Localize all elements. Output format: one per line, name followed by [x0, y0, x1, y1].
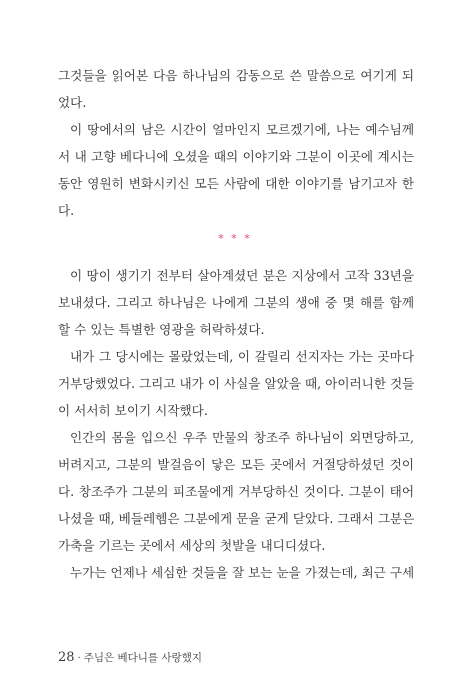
text-line: 다. [58, 203, 75, 218]
running-title: 주님은 베다니를 사랑했지 [83, 652, 202, 664]
text-line: 버려지고, 그분의 발걸음이 닿은 모든 곳에서 거절당하셨던 것이 [58, 457, 414, 472]
text-line: 누가는 언제나 세심한 것들을 잘 보는 눈을 가졌는데, 최근 구세 [70, 565, 414, 580]
page-footer [58, 646, 202, 665]
page-number: 28 [58, 650, 75, 665]
text-line: 었다. [58, 95, 87, 110]
text-line: 가축을 기르는 곳에서 세상의 첫발을 내디디셨다. [58, 538, 326, 553]
text-line: 이 서서히 보이기 시작했다. [58, 403, 208, 418]
text-line: 다. 창조주가 그분의 피조물에게 거부당하신 것이다. 그분이 태어 [58, 484, 414, 499]
text-line: 그것들을 읽어본 다음 하나님의 감동으로 쓴 말씀으로 여기게 되 [58, 68, 414, 83]
text-line: 내가 그 당시에는 몰랐었는데, 이 갈릴리 선지자는 가는 곳마다 [70, 349, 414, 364]
footer-dot: · [77, 653, 81, 664]
text-line: 나셨을 때, 베들레헴은 그분에게 문을 굳게 닫았다. 그래서 그분은 [58, 511, 414, 526]
text-line: 이 땅이 생기기 전부터 살아계셨던 분은 지상에서 고작 33년을 [70, 268, 414, 283]
text-line: 인간의 몸을 입으신 우주 만물의 창조주 하나님이 외면당하고, [70, 430, 414, 445]
text-line: 동안 영원히 변화시키신 모든 사람에 대한 이야기를 남기고자 한 [58, 176, 414, 191]
text-line: 거부당했었다. 그리고 내가 이 사실을 알았을 때, 아이러니한 것들 [58, 376, 414, 391]
text-line: 서 내 고향 베다니에 오셨을 때의 이야기와 그분이 이곳에 계시는 [58, 149, 414, 164]
text-line: 보내셨다. 그리고 하나님은 나에게 그분의 생애 중 몇 해를 함께 [58, 295, 414, 310]
text-line: 할 수 있는 특별한 영광을 허락하셨다. [58, 322, 265, 337]
text-line: 이 땅에서의 남은 시간이 얼마인지 모르겠기에, 나는 예수님께 [70, 122, 414, 137]
section-separator: * * * [218, 232, 252, 245]
